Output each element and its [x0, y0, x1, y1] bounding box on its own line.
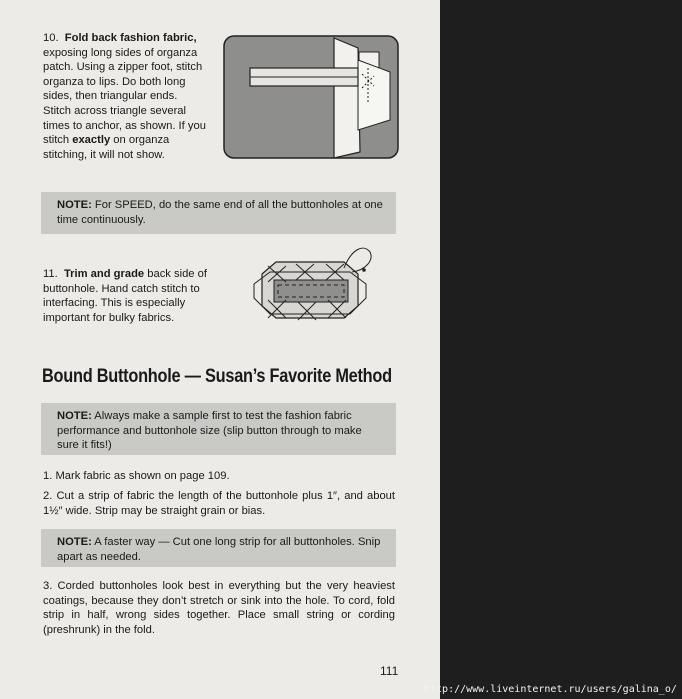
- step-11-text: 11. Trim and grade back side of buttonhole. Hand catch stitch to interfacing. This is especially important for bulky fabrics.: [43, 268, 207, 324]
- step-10-bold: Fold back fashion fabric,: [64, 32, 197, 44]
- item-1: 1. Mark fabric as shown on page 109.: [43, 470, 230, 482]
- organza-stitching-illustration: [222, 34, 402, 160]
- item-2: 2. Cut a strip of fabric the length of the buttonhole plus 1″, and about 1½″ wide. Strip may be straight grain or bias.: [43, 490, 395, 517]
- catch-stitch-illustration: [244, 244, 378, 336]
- watermark-url: http://www.liveinternet.ru/users/galina_o/: [424, 684, 677, 695]
- dark-background: [440, 0, 682, 699]
- section-heading: Bound Buttonhole — Susan’s Favorite Method: [42, 366, 392, 387]
- item-3: 3. Corded buttonholes look best in everything but the very heaviest coatings, because they don’t stretch or sink into the hole. To cord, fold strip in half, wrong sides together. Place small string or cording (preshrunk) in the fold.: [43, 580, 395, 636]
- step-10-text: 10. Fold back fashion fabric, exposing long sides of organza patch. Using a zipper foot, stitch organza to lips. Do both long sides, then triangular ends. Stitch across triangle several times to anchor, as shown. If you stitch exactly on organza stitching, it will not show.: [43, 32, 206, 161]
- note-faster-way: NOTE: A faster way — Cut one long strip for all buttonholes. Snip apart as needed.: [41, 529, 396, 567]
- page-number: 111: [380, 664, 399, 678]
- note-speed: NOTE: For SPEED, do the same end of all the buttonholes at one time continuously.: [41, 192, 396, 234]
- note-sample: NOTE: Always make a sample first to test the fashion fabric performance and buttonhole size (slip button through to make sure it fits!): [41, 403, 396, 455]
